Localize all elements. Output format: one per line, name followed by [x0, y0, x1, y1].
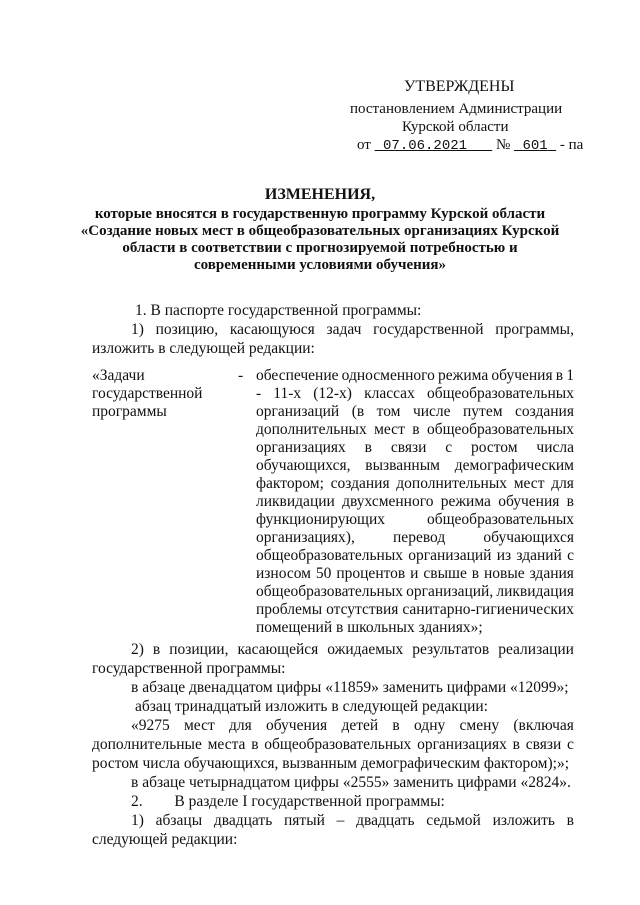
approval-date: 07.06.2021	[383, 138, 468, 154]
table-label-line-2: государственной	[92, 385, 203, 402]
table-text-line-13: общеобразовательных организаций, ликвидация	[256, 583, 574, 600]
paragraph-1: 1. В паспорте государственной программы:	[135, 302, 422, 319]
approval-number-prefix: №	[496, 137, 511, 153]
approval-date-prefix: от	[357, 137, 371, 153]
paragraph-7-number: 2.	[131, 793, 143, 810]
approval-number-suffix: - па	[559, 137, 584, 153]
approval-line2: Курской области	[402, 119, 509, 135]
paragraph-5-line-3: ростом числа обучающихся, вызванным демографическим фактором);»;	[92, 755, 570, 772]
table-text-line-11: общеобразовательных организаций из зданий с	[256, 547, 574, 564]
subtitle-line-3: области в соответствии с прогнозируемой потребностью и	[122, 240, 518, 256]
paragraph-2-cont: государственной программы:	[92, 660, 286, 677]
table-dash: -	[238, 367, 244, 384]
approval-number: 601	[522, 138, 548, 154]
table-text-line-6: обучающихся, вызванным демографическим	[256, 457, 574, 474]
subtitle-line-4: современными условиями обучения»	[193, 257, 447, 273]
table-text-line-9: функционирующих общеобразовательных	[256, 511, 574, 528]
paragraph-8-cont: следующей редакции:	[92, 831, 238, 848]
paragraph-6: в абзаце четырнадцатом цифры «2555» заменить цифрами «2824».	[131, 774, 571, 791]
table-text-line-10: организациях), перевод обучающихся	[256, 529, 574, 546]
paragraph-5-line-2: дополнительные места в общеобразовательных организациях в связи с	[92, 736, 574, 753]
table-text-line-5: организациях в связи с ростом числа	[256, 439, 574, 456]
paragraph-1-1: 1) позицию, касающуюся задач государственной программы,	[131, 321, 574, 338]
table-text-line-8: ликвидации двухсменного режима обучения в	[256, 493, 574, 510]
table-text-line-1: обеспечение односменного режима обучения в 1	[256, 367, 574, 384]
table-text-line-4: дополнительных мест в общеобразовательных	[256, 421, 574, 438]
approval-title: УТВЕРЖДЕНЫ	[404, 78, 515, 95]
paragraph-5: «9275 мест для обучения детей в одну смену (включая	[131, 717, 574, 734]
paragraph-2: 2) в позиции, касающейся ожидаемых результатов реализации	[131, 641, 574, 658]
table-label-line-3: программы	[92, 403, 167, 420]
document-title: ИЗМЕНЕНИЯ,	[264, 186, 376, 203]
paragraph-7-text: В разделе I государственной программы:	[174, 793, 445, 810]
table-label-line-1: «Задачи	[92, 367, 145, 384]
paragraph-1-1-cont: изложить в следующей редакции:	[92, 340, 315, 357]
paragraph-7	[131, 793, 445, 811]
approval-date-line	[357, 137, 583, 154]
paragraph-3: в абзаце двенадцатом цифры «11859» заменить цифрами «12099»;	[131, 679, 569, 696]
subtitle-line-1: которые вносятся в государственную программу Курской области	[94, 206, 546, 222]
paragraph-4: абзац тринадцатый изложить в следующей редакции:	[135, 698, 488, 715]
subtitle-line-2: «Создание новых мест в общеобразовательных организациях Курской	[80, 223, 560, 239]
table-text-line-2: - 11-х (12-х) классах общеобразовательных	[256, 385, 574, 402]
table-text-line-12: износом 50 процентов и свыше в новые здания	[256, 565, 574, 582]
table-text-line-15: помещений в школьных зданиях»;	[256, 619, 483, 636]
paragraph-8: 1) абзацы двадцать пятый – двадцать седьмой изложить в	[131, 812, 574, 829]
table-text-line-7: фактором; создания дополнительных мест для	[256, 475, 574, 492]
table-text-line-3: организаций (в том числе путем создания	[256, 403, 574, 420]
table-text-line-14: проблемы отсутствия санитарно-гигиенических	[256, 601, 574, 618]
approval-line1: постановлением Администрации	[350, 101, 563, 117]
